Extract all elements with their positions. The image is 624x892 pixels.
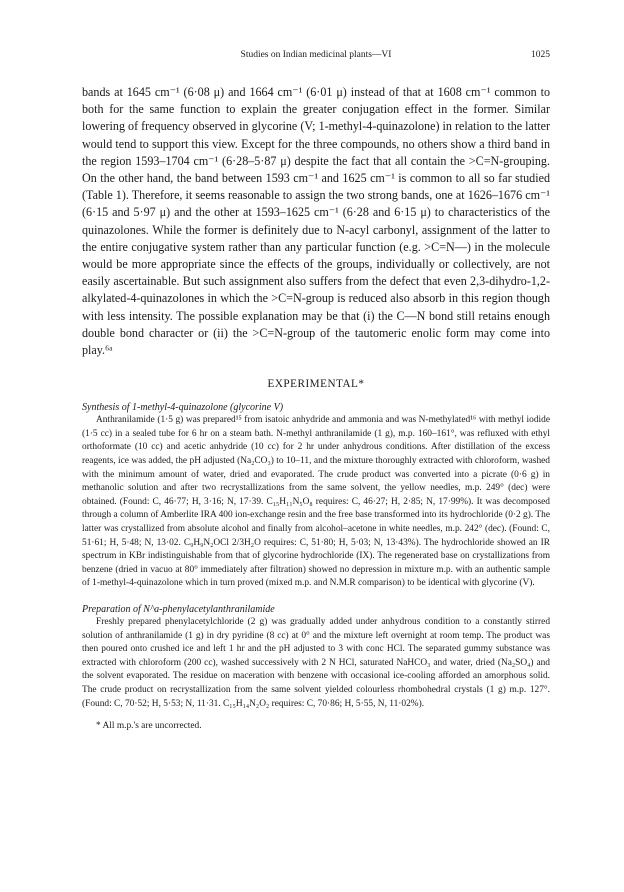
page-number: 1025 (531, 50, 550, 60)
journal-page (82, 50, 550, 733)
experimental-heading: EXPERIMENTAL* (267, 378, 365, 391)
running-header (82, 50, 550, 66)
discussion-paragraph: bands at 1645 cm⁻¹ (6·08 μ) and 1664 cm⁻¹ (6·01 μ) instead of that at 1608 cm⁻¹ common to both for the same function to explain the greater conjugation effect in the former. Similar lowering of frequency observed in glycorine (V; 1-methyl-4-quinazolone) in relation to the latter would tend to support this view. Except for the three compounds, no others show a third band in the region 1593–1704 cm⁻¹ (6·28–5·87 μ) despite the fact that all contain the >C=N-grouping. On the other hand, the band between 1593 cm⁻¹ and 1625 cm⁻¹ is common to all so far studied (Table 1). Therefore, it seems reasonable to assign the two strong bands, one at 1626–1676 cm⁻¹ (6·15 and 5·97 μ) and the other at 1593–1625 cm⁻¹ (6·28 and 6·15 μ) to characteristics of the quinazolones. While the former is definitely due to N-acyl carbonyl, assignment of the latter to the entire conjugative system rather than any particular function (e.g. >C=N—) in the molecule would be more appropriate since the effects of the groups, individually or collectively, are not easily ascertainable. But such assignment also suffers from the defect that even 2,3-dihydro-1,2-alkylated-4-quinazolones in which the >C=N-group is reduced also absorb in this region though with less intensity. The possible explanation may be that (i) the C—N bond still retains enough double bond character or (ii) the >C=N-group of the tautomeric enolic form may come into play.⁶ᵃ (82, 85, 550, 358)
phenylacetylanthranilamide-paragraph: Freshly prepared phenylacetylchloride (2 g) was gradually added under anhydrous condition to a constantly stirred solution of anthranilamide (1 g) in dry pyridine (8 cc) at 0° and the mixture left overnight at room temp. The product was then poured onto crushed ice and left 1 hr and the pH adjusted to 3 with conc HCl. The separated gummy substance was extracted with chloroform (200 cc), washed successively with 2 N HCl, saturated NaHCO₃ and water, dried (Na₂SO₄) and the solvent evaporated. The residue on maceration with benzene with occasional ice-cooling afforded an amorphous solid. The crude product on recrystallization from the same solvent yielded colourless rhombohedral crystals (1 g) m.p. 127°. (Found: C, 70·52; H, 5·53; N, 11·31. C₁₅H₁₄N₂O₂ requires: C, 70·86; H, 5·55, N, 11·02%). (82, 616, 550, 709)
glycorine-synthesis-subheading: Synthesis of 1-methyl-4-quinazolone (glycorine V) (82, 402, 284, 414)
running-title: Studies on Indian medicinal plants—VI (240, 50, 392, 60)
phenylacetylanthranilamide-subheading: Preparation of N^a-phenylacetylanthranilamide (82, 603, 275, 615)
footnote: * All m.p.'s are uncorrected. (96, 721, 202, 732)
glycorine-synthesis-paragraph: Anthranilamide (1·5 g) was prepared¹⁵ from isatoic anhydride and ammonia and was N-methylated¹⁶ with methyl iodide (1·5 cc) in a sealed tube for 6 hr on a steam bath. N-methyl anthranilamide (1 g), m.p. 160–161°, was refluxed with ethyl orthoformate (10 cc) and acetic anhydride (10 cc) for 2 hr under anhydrous conditions. After distillation of the excess reagents, ice was added, the pH adjusted (Na₂CO₃) to 10–11, and the mixture thoroughly extracted with chloroform, washed with the minimum amount of water, dried and evaporated. The crude product was converted into a picrate (0·6 g) in methanolic solution and after two recrystallizations from the same solvent, the yellow needles, m.p. 249° (dec) were obtained. (Found: C, 46·77; H, 3·16; N, 17·39. C₁₅H₁₁N₅O₈ requires: C, 46·27; H, 2·85; N, 17·99%). It was decomposed through a column of Amberlite IRA 400 ion-exchange resin and the free base transformed into its hydrochloride (0·2 g). The latter was crystallized from absolute alcohol and finally from alcohol–acetone in white needles, m.p. 242° (dec). (Found: C, 51·61; H, 5·48; N, 13·02. C₉H₉N₂OCl 2/3H₂O requires: C, 51·80; H, 5·03; N, 13·43%). The hydrochloride showed an IR spectrum in KBr indistinguishable from that of glycorine hydrochloride (IX). The regenerated base on crystallizations from benzene (dried in vacuo at 80° immediately after filtration) showed no depression in mixture m.p. with an authentic sample of 1-methyl-4-quinazolone which in turn proved (mixed m.p. and N.M.R comparison) to be identical with glycorine (V). (82, 415, 550, 589)
